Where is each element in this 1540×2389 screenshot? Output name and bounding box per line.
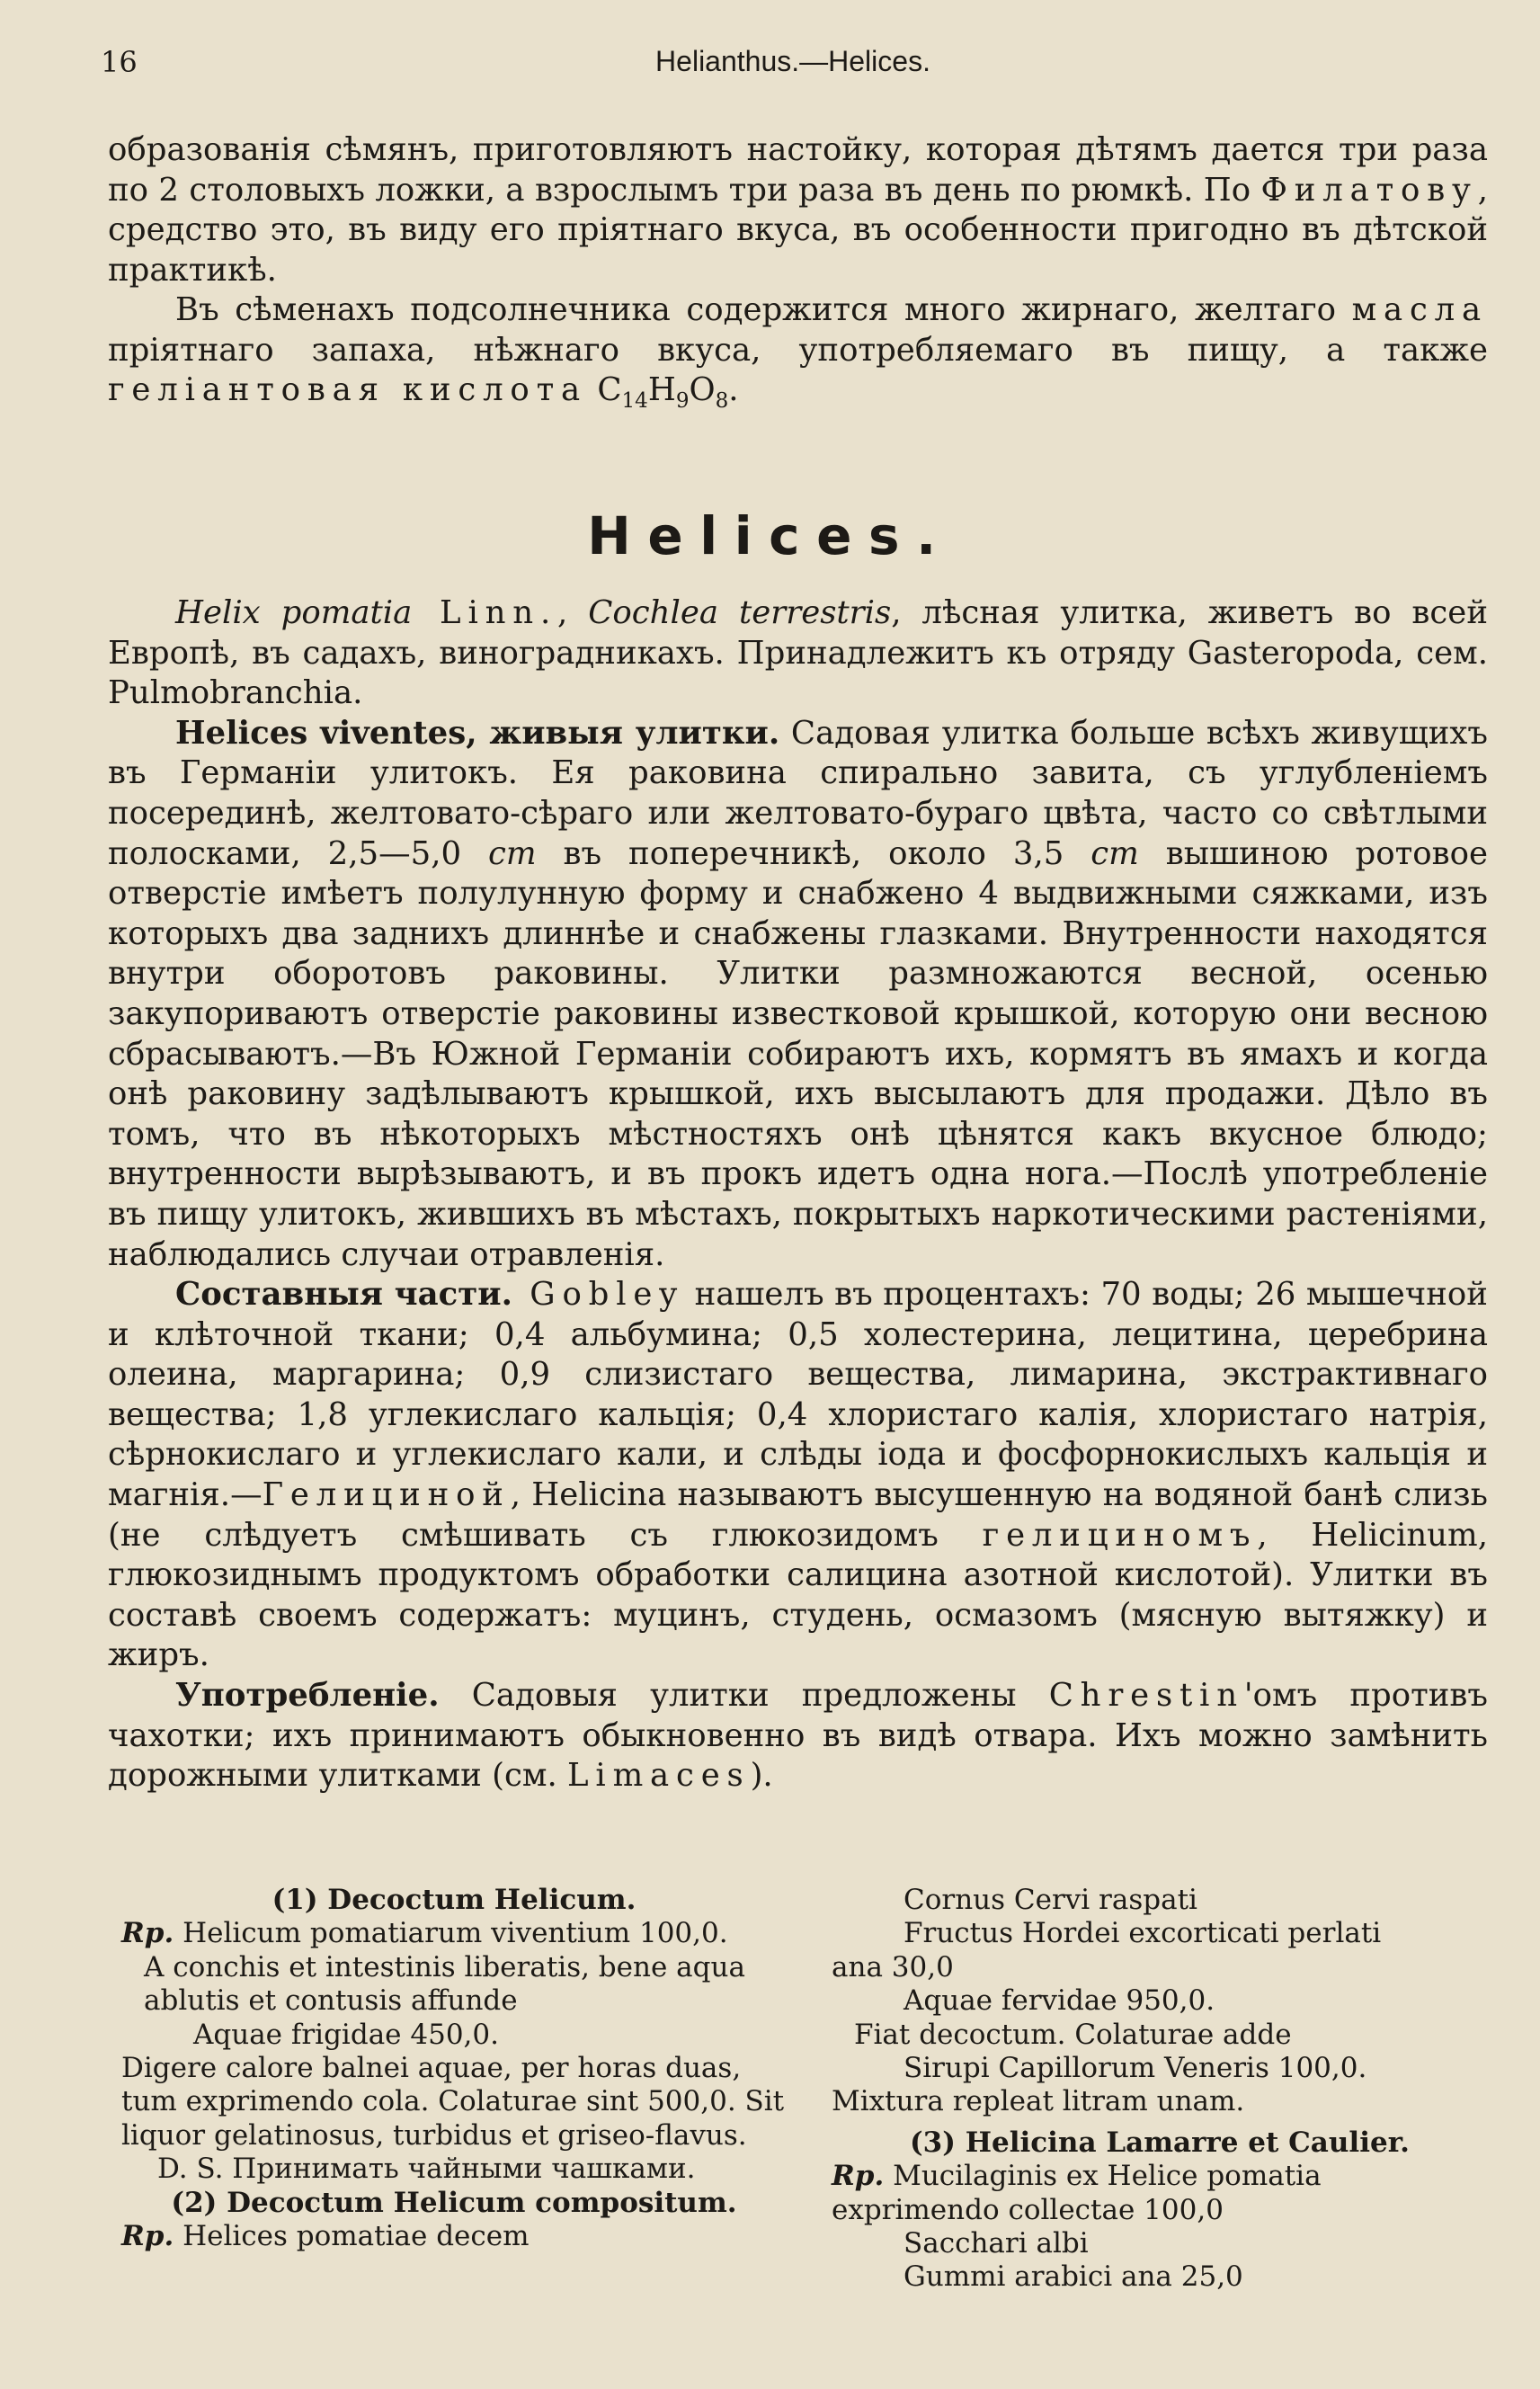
- recipe-line: Gummi arabici ana 25,0: [904, 2260, 1243, 2294]
- recipe-line: Cornus Cervi raspati: [904, 1884, 1197, 1916]
- paragraph-text: 'омъ противъ чахотки; ихъ принимаютъ обыкновенно въ видѣ отвара. Ихъ можно замѣнить дорожными улитками (см.: [108, 1677, 1488, 1795]
- author-name: Linn.: [412, 594, 558, 631]
- recipe-line: [121, 1917, 787, 1950]
- recipe-title: (1) Decoctum Helicum.: [272, 1884, 636, 1916]
- running-title: Helianthus.—Helices.: [655, 45, 930, 77]
- recipe-line: Mixtura repleat litram unam.: [832, 2085, 1245, 2118]
- author-name: Gobley: [512, 1276, 685, 1314]
- author-name: Филатову: [1260, 171, 1478, 209]
- paragraph-text: Садовыя улитки предложены: [439, 1677, 1049, 1715]
- paragraph-text: Въ сѣменахъ подсолнечника содержится много жирнаго, желтаго: [175, 291, 1352, 328]
- recipe-line: Digere calore balnei aquae, per horas duas, tum exprimendo cola. Colaturae sint 500,0. Sit liquor gelatinosus, turbidus et griseo-flavus.: [121, 2052, 785, 2152]
- section-heading: Helices.: [587, 505, 953, 566]
- rp-mark: Rp.: [121, 1917, 174, 1950]
- page-number: 16: [101, 45, 138, 79]
- chemical-formula: [587, 371, 729, 414]
- recipe-line: Aquae frigidae 450,0.: [193, 2018, 499, 2051]
- recipe-line: Fructus Hordei excorticati perlati: [904, 1917, 1382, 1950]
- recipe-line: Sacchari albi: [904, 2227, 1089, 2260]
- paragraph-text: вышиною ротовое отверстіе имѣетъ полулунную форму и снабжено 4 выдвижными сяжками, изъ которыхъ два заднихъ длиннѣе и снабжены глазками. Внутренности находятся внутри оборотовъ раковины. Улитки размножаются весной, осенью закупориваютъ отверстіе раковины известковой крышкой, которую они весною сбрасываютъ.—Въ Южной Германіи собираютъ ихъ, кормятъ въ ямахъ и когда онѣ раковину задѣлываютъ крышкой, ихъ высылаютъ для продажи. Дѣло въ томъ, что въ нѣкоторыхъ мѣстностяхъ онѣ цѣнятся какъ вкусное блюдо; внутренности вырѣзываютъ, и въ прокъ идетъ одна нога.—Послѣ употребленіе въ пищу улитокъ, жившихъ въ мѣстахъ, покрытыхъ наркотическими растеніями, наблюдались случаи отравленія.: [108, 834, 1489, 1273]
- paragraph-text: ).: [750, 1757, 773, 1795]
- formula-part: H: [647, 371, 676, 408]
- cross-reference: Limaces: [567, 1757, 751, 1795]
- paragraph-title: Helices viventes, живыя улитки.: [175, 714, 780, 752]
- recipe-line: Fiat decoctum. Colaturae adde: [854, 2018, 1292, 2051]
- recipes-left-column: [121, 1884, 787, 2253]
- paragraph-text: , Helicina называютъ высушенную на водяной банѣ слизь (не слѣдуетъ смѣшивать съ глюкозидомъ: [108, 1476, 1488, 1554]
- recipe-title: (2) Decoctum Helicum compositum.: [171, 2186, 737, 2219]
- paragraph: Helix pomatia Linn., Cochlea terrestris, лѣсная улитка, живетъ во всей Европѣ, въ садахъ, виноградникахъ. Принадлежитъ къ отряду Gasteropoda, сем. Pulmobranchia.: [108, 594, 1488, 712]
- recipes-right-column: [832, 1884, 1488, 2295]
- recipes: [121, 1884, 1488, 2351]
- formula-subscript: 14: [621, 389, 648, 414]
- unit: cm: [488, 834, 537, 872]
- paragraph-text: въ поперечникѣ, около 3,5: [536, 834, 1091, 872]
- latin-name: Helix pomatia: [175, 594, 413, 631]
- paragraph-text: , средство это, въ виду его пріятнаго вкуса, въ особенности пригодно въ дѣтской практикѣ.: [108, 171, 1488, 289]
- recipe-text: Helicum pomatiarum viventium 100,0.: [174, 1917, 728, 1950]
- emphasis-term: гелициномъ: [982, 1516, 1258, 1554]
- formula-part: C: [587, 371, 622, 408]
- formula-part: O: [689, 371, 716, 408]
- rp-mark: Rp.: [832, 2160, 885, 2193]
- recipe-line: Aquae fervidae 950,0.: [904, 1984, 1215, 2018]
- emphasis-term: геліантовая кислота: [108, 371, 588, 408]
- recipe-text: Mucilaginis ex Helice pomatia exprimendo collectae 100,0: [832, 2160, 1322, 2226]
- paragraph: [108, 1275, 1488, 1676]
- paragraph: [108, 1676, 1488, 1796]
- main-text: [108, 593, 1488, 1796]
- paragraph-text: Садовая улитка больше всѣхъ живущихъ въ Германіи улитокъ. Ея раковина спирально завита, съ углубленіемъ посерединѣ, желтовато-сѣраго или желтовато-бураго цвѣта, часто со свѣтлыми полосками, 2,5—5,0: [108, 714, 1488, 872]
- latin-name: Cochlea terrestris: [588, 594, 892, 631]
- recipe-line: A conchis et intestinis liberatis, bene aqua ablutis et contusis affunde: [144, 1950, 745, 2018]
- recipe-title: (3) Helicina Lamarre et Caulier.: [910, 2126, 1410, 2159]
- rp-mark: Rp.: [121, 2220, 174, 2253]
- paragraph-title: Употребленіе.: [175, 1677, 440, 1715]
- paragraph-text: .: [728, 371, 739, 408]
- intro-text: [108, 130, 1488, 422]
- paragraph-text: нашелъ въ процентахъ: 70 воды; 26 мышечной и клѣточной ткани; 0,4 альбумина; 0,5 холестерина, лецитина, церебрина олеина, маргарина; 0,9 слизистаго вещества, лимарина, экстрактивнаго вещества; 1,8 углекислаго кальція; 0,4 хлористаго калія, хлористаго натрія, сѣрнокислаго и углекислаго кали, и слѣды іода и фосфорнокислыхъ кальція и магнія.—: [108, 1276, 1488, 1514]
- paragraph: [108, 290, 1488, 422]
- emphasis-term: масла: [1351, 291, 1488, 328]
- author-name: Chrestin: [1048, 1677, 1244, 1715]
- running-head: [101, 45, 1485, 90]
- formula-subscript: 8: [715, 389, 729, 414]
- recipe-line: Sirupi Capillorum Veneris 100,0.: [904, 2052, 1367, 2085]
- paragraph-text: пріятнаго запаха, нѣжнаго вкуса, употребляемаго въ пищу, а также: [108, 331, 1488, 369]
- recipe-line: [832, 2160, 1488, 2227]
- recipe-line: [121, 2220, 787, 2253]
- paragraph: [108, 130, 1488, 290]
- recipe-text: Helices pomatiae decem: [174, 2220, 530, 2253]
- paragraph-text: , Helicinum, глюкозиднымъ продуктомъ обработки салицина азотной кислотой). Улитки въ составѣ своемъ содержатъ: муцинъ, студень, осмазомъ (мясную вытяжку) и жиръ.: [108, 1516, 1488, 1674]
- emphasis-term: Гелициной: [262, 1476, 511, 1514]
- unit: cm: [1090, 834, 1139, 872]
- paragraph-text: образованія сѣмянъ, приготовляютъ настойку, которая дѣтямъ дается три раза по 2 столовыхъ ложки, а взрослымъ три раза въ день по рюмкѣ. По: [108, 131, 1488, 209]
- paragraph-title: Составныя части.: [175, 1276, 512, 1314]
- paragraph: [108, 714, 1488, 1275]
- formula-subscript: 9: [675, 389, 690, 414]
- recipe-line: D. S. Принимать чайными чашками.: [157, 2153, 696, 2186]
- recipe-line: ana 30,0: [832, 1950, 954, 1983]
- paragraph-text: , лѣсная улитка, живетъ во всей Европѣ, въ садахъ, виноградникахъ. Принадлежитъ къ отряду Gasteropoda, сем. Pulmobranchia.: [108, 594, 1488, 712]
